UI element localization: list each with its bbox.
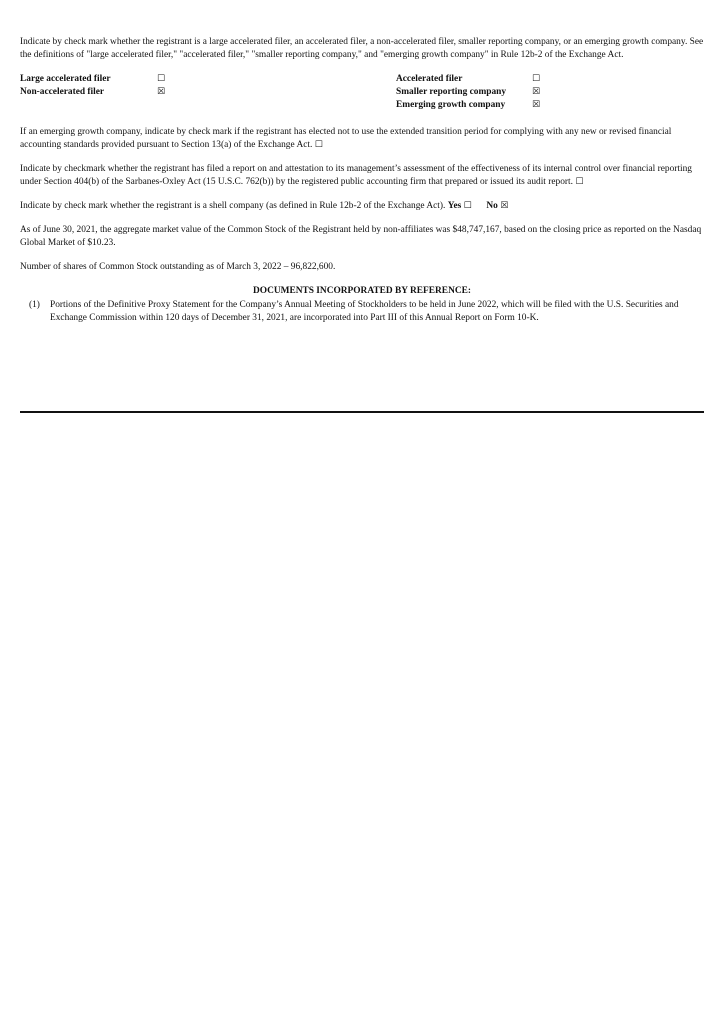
internal-control-attestation — [20, 163, 704, 189]
non-accelerated-filer-row — [20, 86, 104, 99]
smaller-reporting-company-checkbox[interactable]: ☒ — [532, 87, 541, 97]
emerging-growth-company-checkbox[interactable]: ☒ — [532, 100, 541, 110]
shell-company-text: Indicate by check mark whether the registrant is a shell company (as defined in Rule 12b-2 of the Exchange Act). — [20, 201, 446, 211]
documents-incorporated-heading: DOCUMENTS INCORPORATED BY REFERENCE: — [253, 286, 471, 296]
filer-status-checkboxes — [20, 73, 704, 115]
large-accelerated-filer-row — [20, 73, 111, 86]
internal-control-attestation-checkbox[interactable]: ☐ — [575, 177, 584, 187]
smaller-reporting-company-label: Smaller reporting company — [396, 87, 507, 97]
documents-list-item — [20, 299, 704, 325]
emerging-growth-company-label: Emerging growth company — [396, 100, 506, 110]
accelerated-filer-checkbox[interactable]: ☐ — [532, 74, 541, 84]
smaller-reporting-company-row — [396, 86, 506, 99]
large-accelerated-filer-checkbox[interactable]: ☐ — [157, 74, 166, 84]
shell-company-question — [20, 200, 704, 213]
non-accelerated-filer-label: Non-accelerated filer — [20, 87, 105, 97]
filer-status-instruction: Indicate by check mark whether the registrant is a large accelerated filer, an accelerated filer, a non-accelerated filer, smaller reporting company, or an emerging growth company. See the definitions of "large accelerated filer," "accelerated filer," "smaller reporting company," and "emerging growth company" in Rule 12b-2 of the Exchange Act. — [20, 37, 704, 60]
shell-company-yes-checkbox[interactable]: ☐ — [463, 201, 472, 211]
cover-page-continued — [20, 36, 704, 325]
shell-company-no-label: No — [486, 201, 498, 211]
documents-list-text: Portions of the Definitive Proxy Statement for the Company’s Annual Meeting of Stockholders to be held in June 2022, which will be filed with the U.S. Securities and Exchange Commission within 120 days of December 31, 2021, are incorporated into Part III of this Annual Report on Form 10-K. — [50, 300, 679, 323]
emerging-growth-election-text: If an emerging growth company, indicate by check mark if the registrant has elected not to use the extended transition period for complying with any new or revised financial accounting standards provided pursuant to Section 13(a) of the Exchange Act. — [20, 127, 672, 150]
large-accelerated-filer-label: Large accelerated filer — [20, 74, 111, 84]
emerging-growth-company-row — [396, 99, 505, 112]
accelerated-filer-label: Accelerated filer — [396, 74, 463, 84]
documents-list-number: (1) — [29, 300, 40, 310]
shell-company-no-checkbox[interactable]: ☒ — [500, 201, 509, 211]
aggregate-market-value: As of June 30, 2021, the aggregate market value of the Common Stock of the Registrant held by non-affiliates was $48,747,167, based on the closing price as reported on the Nasdaq Global Market of $10.23. — [20, 225, 702, 248]
internal-control-attestation-text: Indicate by checkmark whether the registrant has filed a report on and attestation to its management’s assessment of the effectiveness of its internal control over financial reporting under Section 404(b) of the Sarbanes-Oxley Act (15 U.S.C. 762(b)) by the registered public accounting firm that prepared or issued its audit report. — [20, 164, 692, 187]
emerging-growth-election — [20, 126, 704, 152]
shares-outstanding: Number of shares of Common Stock outstanding as of March 3, 2022 – 96,822,600. — [20, 262, 336, 272]
shell-company-yes-label: Yes — [447, 201, 462, 211]
accelerated-filer-row — [396, 73, 462, 86]
non-accelerated-filer-checkbox[interactable]: ☒ — [157, 87, 166, 97]
emerging-growth-election-checkbox[interactable]: ☐ — [314, 140, 323, 150]
section-divider — [20, 411, 704, 413]
